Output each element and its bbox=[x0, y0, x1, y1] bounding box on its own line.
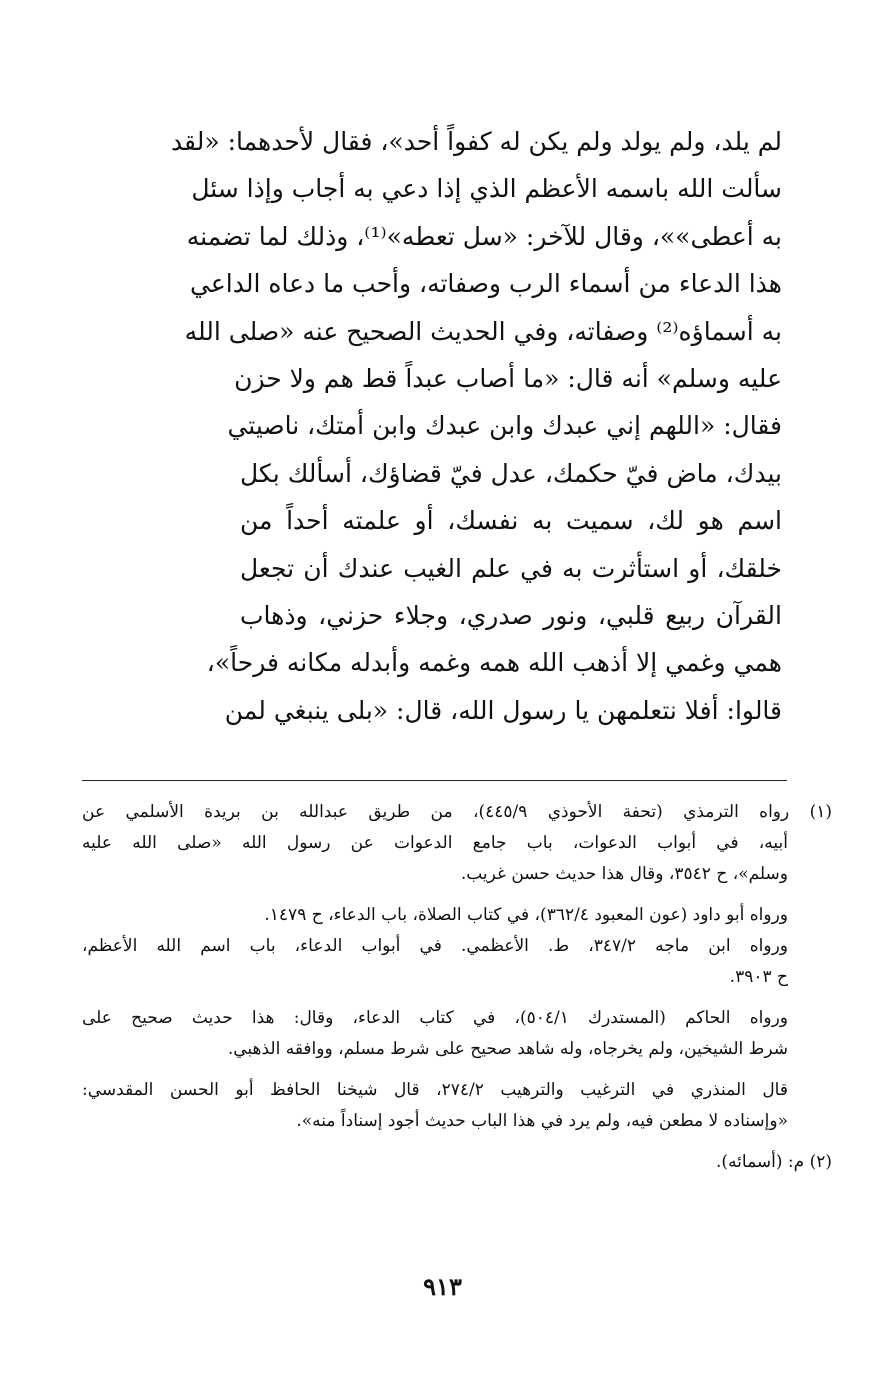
footnote-line: وسلم»، ح ٣٥٤٢، وقال هذا حديث حسن غريب. bbox=[460, 864, 788, 884]
footnote-spacer bbox=[82, 1065, 832, 1075]
footnote-1 bbox=[82, 797, 832, 890]
main-text-line: به أعطى»»، وقال للآخر: «سل تعطه»⁽¹⁾، وذلك لما تضمنه bbox=[186, 221, 782, 251]
main-text-line: القرآن ربيع قلبي، ونور صدري، وجلاء حزني، وذهاب bbox=[240, 600, 782, 630]
footnote-line: ح ٣٩٠٣. bbox=[729, 967, 788, 987]
footnote-line: «وإسناده لا مطعن فيه، ولم يرد في هذا الباب حديث أجود إسناداً منه». bbox=[296, 1111, 788, 1131]
footnote-1-abu-dawud bbox=[82, 900, 832, 931]
footnote-line: ورواه أبو داود (عون المعبود ٣٦٢/٤)، في كتاب الصلاة، باب الدعاء، ح ١٤٧٩. bbox=[264, 905, 788, 925]
main-text-line: عليه وسلم» أنه قال: «ما أصاب عبداً قط هم ولا حزن bbox=[234, 363, 782, 393]
footnote-line: (١) رواه الترمذي (تحفة الأحوذي ٤٤٥/٩)، من طريق عبدالله بن بريدة الأسلمي عن bbox=[82, 802, 832, 822]
footnote-spacer bbox=[82, 890, 832, 900]
footnote-divider bbox=[82, 780, 787, 781]
footnote-line: أبيه، في أبواب الدعوات، باب جامع الدعوات عن رسول الله «صلى الله عليه bbox=[82, 833, 788, 853]
main-text-line: به أسماؤه⁽²⁾ وصفاته، وفي الحديث الصحيح عنه «صلى الله bbox=[184, 316, 782, 346]
footnote-spacer bbox=[82, 1137, 832, 1147]
main-text-line: همي وغمي إلا أذهب الله همه وغمه وأبدله مكانه فرحاً»، bbox=[206, 648, 782, 678]
footnote-1-ibn-majah bbox=[82, 931, 832, 993]
main-text-line: لم يلد، ولم يولد ولم يكن له كفواً أحد»، فقال لأحدهما: «لقد bbox=[170, 127, 782, 156]
main-text-line: بيدك، ماض فيّ حكمك، عدل فيّ قضاؤك، أسألك بكل bbox=[240, 458, 782, 488]
footnote-line: ورواه الحاكم (المستدرك ٥٠٤/١)، في كتاب الدعاء، وقال: هذا حديث صحيح على bbox=[82, 1008, 788, 1028]
footnote-1-mundhiri bbox=[82, 1075, 832, 1137]
footnote-2 bbox=[82, 1147, 832, 1178]
footnote-line: قال المنذري في الترغيب والترهيب ٢٧٤/٢، قال شيخنا الحافظ أبو الحسن المقدسي: bbox=[82, 1080, 788, 1100]
footnote-line: شرط الشيخين، ولم يخرجاه، وله شاهد صحيح على شرط مسلم، ووافقه الذهبي. bbox=[227, 1039, 788, 1059]
main-text-line: فقال: «اللهم إني عبدك وابن عبدك وابن أمتك، ناصيتي bbox=[227, 411, 782, 441]
footnote-line: (٢) م: (أسمائه). bbox=[716, 1152, 832, 1172]
footnote-spacer bbox=[82, 993, 832, 1003]
main-text-block bbox=[170, 118, 782, 734]
main-text-line: قالوا: أفلا نتعلمهن يا رسول الله، قال: «بلى ينبغي لمن bbox=[224, 695, 782, 725]
main-text-line: هذا الدعاء من أسماء الرب وصفاته، وأحب ما دعاه الداعي bbox=[190, 269, 782, 299]
main-text-line: سألت الله باسمه الأعظم الذي إذا دعي به أجاب وإذا سئل bbox=[191, 174, 782, 204]
main-text-line: خلقك، أو استأثرت به في علم الغيب عندك أن تجعل bbox=[240, 553, 782, 583]
page-number: ٩١٣ bbox=[423, 1272, 462, 1301]
footnote-1-hakim bbox=[82, 1003, 832, 1065]
footnotes-block bbox=[82, 797, 832, 1178]
footnote-line: ورواه ابن ماجه ٣٤٧/٢، ط. الأعظمي. في أبواب الدعاء، باب اسم الله الأعظم، bbox=[82, 936, 788, 956]
main-text-line: اسم هو لك، سميت به نفسك، أو علمته أحداً من bbox=[240, 506, 782, 536]
